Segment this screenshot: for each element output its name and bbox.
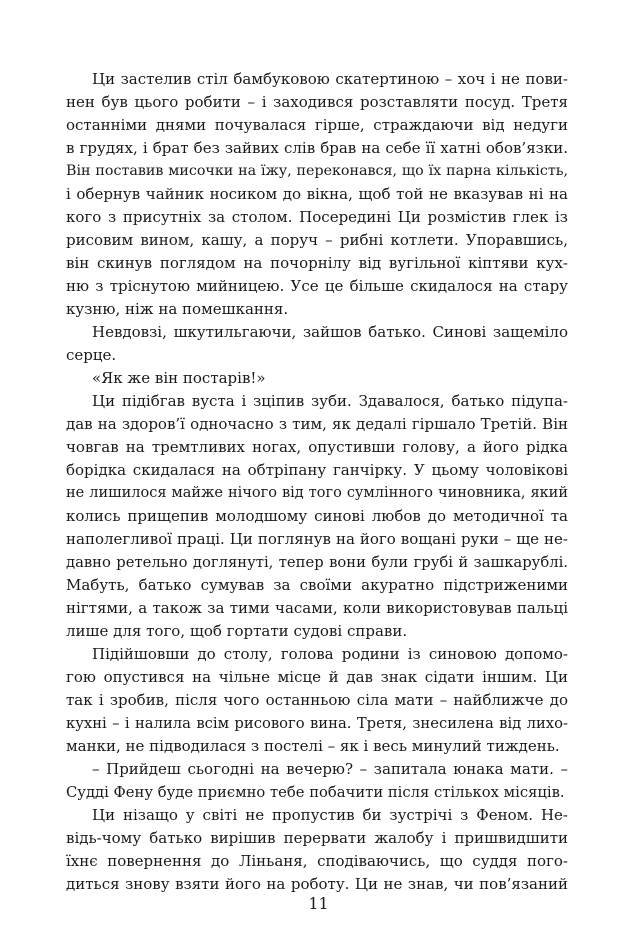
text-line: Ци нізащо у світі не пропустив би зустрічі з Феном. Не- [92, 806, 568, 824]
text-line: човгав на тремтливих ногах, опустивши голову, а його рідка [66, 438, 568, 456]
text-line: наполегливої праці. Ци поглянув на його вощані руки – ще не- [66, 530, 568, 548]
text-line: він скинув поглядом на почорнілу від вугільної кіптяви кух- [66, 254, 568, 272]
text-line: так і зробив, після чого останньою сіла мати – найближче до [66, 691, 568, 709]
text-line: диться знову взяти його на роботу. Ци не знав, чи пов’язаний [66, 875, 568, 893]
text-line: давно ретельно доглянуті, тепер вони були грубі й зашкарублі. [66, 554, 568, 571]
text-line: нігтями, а також за тими часами, коли використовував пальці [66, 599, 568, 617]
text-line: останніми днями почувалася гірше, страждаючи від недуги [66, 116, 568, 134]
page-number: 11 [308, 894, 329, 913]
text-line: Невдовзі, шкутильгаючи, зайшов батько. Синові защеміло [92, 323, 568, 341]
text-line: манки, не підводилася з постелі – як і весь минулий тиждень. [66, 737, 560, 755]
text-line: Ци застелив стіл бамбуковою скатертиною – хоч і не пови- [92, 70, 568, 88]
page-body [66, 68, 568, 896]
text-line: Підійшовши до столу, голова родини із синовою допомо- [92, 645, 568, 663]
text-line: кухні – і налила всім рисового вина. Третя, знесилена від лихо- [66, 715, 568, 732]
text-line: рисовим вином, кашу, а поруч – рибні котлети. Упоравшись, [66, 231, 568, 249]
text-line: їхнє повернення до Ліньаня, сподіваючись, що суддя пого- [66, 852, 568, 870]
text-line: колись прищепив молодшому синові любов до методичної та [66, 507, 568, 525]
text-line: Судді Фену буде приємно тебе побачити після стількох місяців. [66, 784, 565, 801]
text-line: дав на здоров’ї одночасно з тим, як дедалі гіршало Третій. Він [66, 415, 568, 433]
text-line: Ци підібгав вуста і зціпив зуби. Здавалося, батько підупа- [92, 392, 568, 410]
text-line: кого з присутніх за столом. Посередині Ци розмістив глек із [66, 208, 568, 226]
text-line: гою опустився на чільне місце й дав знак сідати іншим. Ци [66, 668, 568, 686]
text-line: борідка скидалася на обтріпану ганчірку. У цьому чоловікові [66, 461, 568, 479]
text-line: Мабуть, батько сумував за своїми акуратно підстриженими [66, 576, 568, 594]
text-line: нен був цього робити – і заходився розставляти посуд. Третя [66, 93, 568, 111]
text-line: кузню, ніж на помешкання. [66, 300, 289, 318]
text-line: в грудях, і брат без зайвих слів брав на себе її хатні обов’язки. [66, 139, 568, 157]
text-line: серце. [66, 346, 117, 364]
text-line: не лишилося майже нічого від того сумлінного чиновника, який [66, 485, 568, 501]
text-line: Він поставив мисочки на їжу, переконався, що їх парна кількість, [66, 163, 568, 179]
text-line: ню з тріснутою мийницею. Усе це більше скидалося на стару [66, 277, 568, 295]
text-line: відь-чому батько вирішив перервати жалобу і пришвидшити [66, 829, 568, 847]
text-line: «Як же він постарів!» [92, 369, 266, 387]
text-line: – Прийдеш сьогодні на вечерю? – запитала юнака мати. – [92, 760, 568, 778]
text-line: і обернув чайник носиком до вікна, щоб той не вказував ні на [66, 185, 568, 203]
text-line: лише для того, щоб гортати судові справи. [66, 622, 408, 640]
